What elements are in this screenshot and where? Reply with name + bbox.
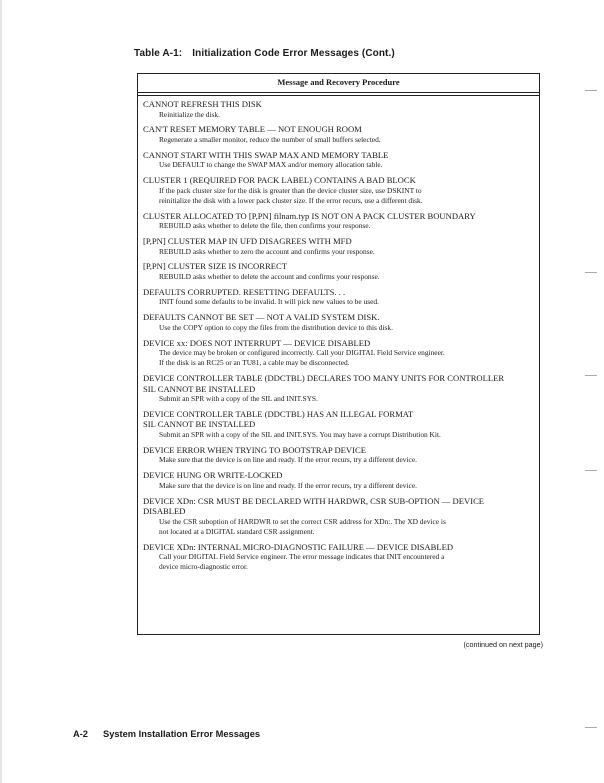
table-entry [143, 124, 535, 145]
page-footer [73, 729, 260, 739]
recovery-procedure: Use the COPY option to copy the files from the distribution device to this disk. [159, 322, 393, 332]
error-message: [P,PN] CLUSTER SIZE IS INCORRECT [143, 261, 287, 272]
table-entry [143, 150, 535, 171]
margin-mark [585, 470, 597, 471]
error-message: DEVICE XDn: INTERNAL MICRO-DIAGNOSTIC FAILURE — DEVICE DISABLED [143, 541, 454, 552]
table-entry [143, 409, 535, 440]
error-message: CAN'T RESET MEMORY TABLE — NOT ENOUGH ROOM [143, 124, 362, 135]
error-message: CANNOT REFRESH THIS DISK [143, 99, 262, 109]
error-message-table [137, 73, 540, 635]
table-entry [143, 287, 535, 308]
recovery-procedure: Make sure that the device is on line and ready. If the error recurs, try a different device. [159, 480, 417, 490]
margin-mark [585, 727, 597, 728]
error-message: DEFAULTS CORRUPTED. RESETTING DEFAULTS. . . [143, 286, 346, 297]
recovery-procedure: Use DEFAULT to change the SWAP MAX and/or memory allocation table. [159, 160, 383, 170]
table-entry [143, 261, 535, 282]
table-entry [143, 542, 535, 573]
recovery-procedure: If the pack cluster size for the disk is greater than the device cluster size, use DSKINT to [159, 185, 422, 195]
table-entry [143, 175, 535, 206]
error-message: DEVICE XDn: CSR MUST BE DECLARED WITH HARDWR, CSR SUB-OPTION — DEVICE [143, 495, 485, 506]
table-entry [143, 312, 535, 333]
error-message: CLUSTER 1 (REQUIRED FOR PACK LABEL) CONTAINS A BAD BLOCK [143, 175, 416, 186]
recovery-procedure: Use the CSR suboption of HARDWR to set the correct CSR address for XDn:. The XD device is [159, 516, 446, 526]
continued-note: (continued on next page) [463, 640, 543, 649]
error-message: DEVICE HUNG OR WRITE-LOCKED [143, 470, 283, 481]
page-edge-shadow [0, 0, 2, 783]
table-entry [143, 445, 535, 466]
recovery-procedure: Submit an SPR with a copy of the SIL and INIT.SYS. [159, 394, 318, 404]
recovery-procedure: Call your DIGITAL Field Service engineer. The error message indicates that INIT encountered a [159, 552, 445, 562]
section-title: System Installation Error Messages [103, 729, 261, 739]
table-number: Table A-1: [134, 48, 183, 59]
table-entry [143, 211, 535, 232]
table-entry [143, 236, 535, 257]
margin-mark [585, 90, 597, 91]
error-message: DEFAULTS CANNOT BE SET — NOT A VALID SYSTEM DISK. [143, 312, 380, 323]
table-entry [143, 496, 535, 537]
table-entry [143, 373, 535, 404]
page-number: A-2 [73, 729, 88, 739]
recovery-procedure: If the disk is an RC25 or an TU81, a cable may be disconnected. [159, 358, 350, 368]
error-message: [P,PN] CLUSTER MAP IN UFD DISAGREES WITH MFD [143, 235, 352, 246]
error-message: DEVICE xx: DOES NOT INTERRUPT — DEVICE DISABLED [143, 337, 371, 348]
recovery-procedure: device micro-diagnostic error. [159, 562, 248, 572]
error-message: DEVICE ERROR WHEN TRYING TO BOOTSTRAP DEVICE [143, 444, 366, 455]
recovery-procedure: Regenerate a smaller monitor, reduce the number of small buffers selected. [159, 134, 381, 144]
error-message: CLUSTER ALLOCATED TO [P,PN] filnam.typ IS NOT ON A PACK CLUSTER BOUNDARY [143, 210, 476, 221]
table-entry [143, 99, 535, 120]
recovery-procedure: REBUILD asks whether to delete the account and confirms your response. [159, 271, 380, 281]
error-message: DEVICE CONTROLLER TABLE (DDCTBL) HAS AN ILLEGAL FORMAT [143, 408, 414, 419]
error-message: DISABLED [143, 506, 186, 517]
recovery-procedure: INIT found some defaults to be invalid. It will pick new values to be used. [159, 297, 379, 307]
table-body [143, 99, 535, 577]
table-entry [143, 470, 535, 491]
recovery-procedure: Make sure that the device is on line and ready. If the error recurs, try a different device. [159, 455, 417, 465]
table-caption: Initialization Code Error Messages (Cont.) [192, 48, 395, 59]
recovery-procedure: not located at a DIGITAL standard CSR assignment. [159, 526, 315, 536]
recovery-procedure: Submit an SPR with a copy of the SIL and INIT.SYS. You may have a corrupt Distribution Kit. [159, 430, 441, 440]
table-title [134, 48, 395, 59]
recovery-procedure: Reinitialize the disk. [159, 109, 220, 119]
margin-mark [585, 375, 597, 376]
recovery-procedure: REBUILD asks whether to zero the account and confirms your response. [159, 246, 375, 256]
recovery-procedure: REBUILD asks whether to delete the file, then confirms your response. [159, 221, 371, 231]
table-header: Message and Recovery Procedure [138, 74, 539, 93]
margin-mark [585, 272, 597, 273]
recovery-procedure: reinitialize the disk with a lower pack cluster size. If the error recurs, use a different disk. [159, 195, 423, 205]
error-message: SIL CANNOT BE INSTALLED [143, 383, 256, 394]
error-message: SIL CANNOT BE INSTALLED [143, 419, 256, 430]
recovery-procedure: The device may be broken or configured incorrectly. Call your DIGITAL Field Service engineer. [159, 348, 445, 358]
error-message: DEVICE CONTROLLER TABLE (DDCTBL) DECLARES TOO MANY UNITS FOR CONTROLLER [143, 372, 505, 383]
table-entry [143, 338, 535, 369]
error-message: CANNOT START WITH THIS SWAP MAX AND MEMORY TABLE [143, 149, 389, 160]
